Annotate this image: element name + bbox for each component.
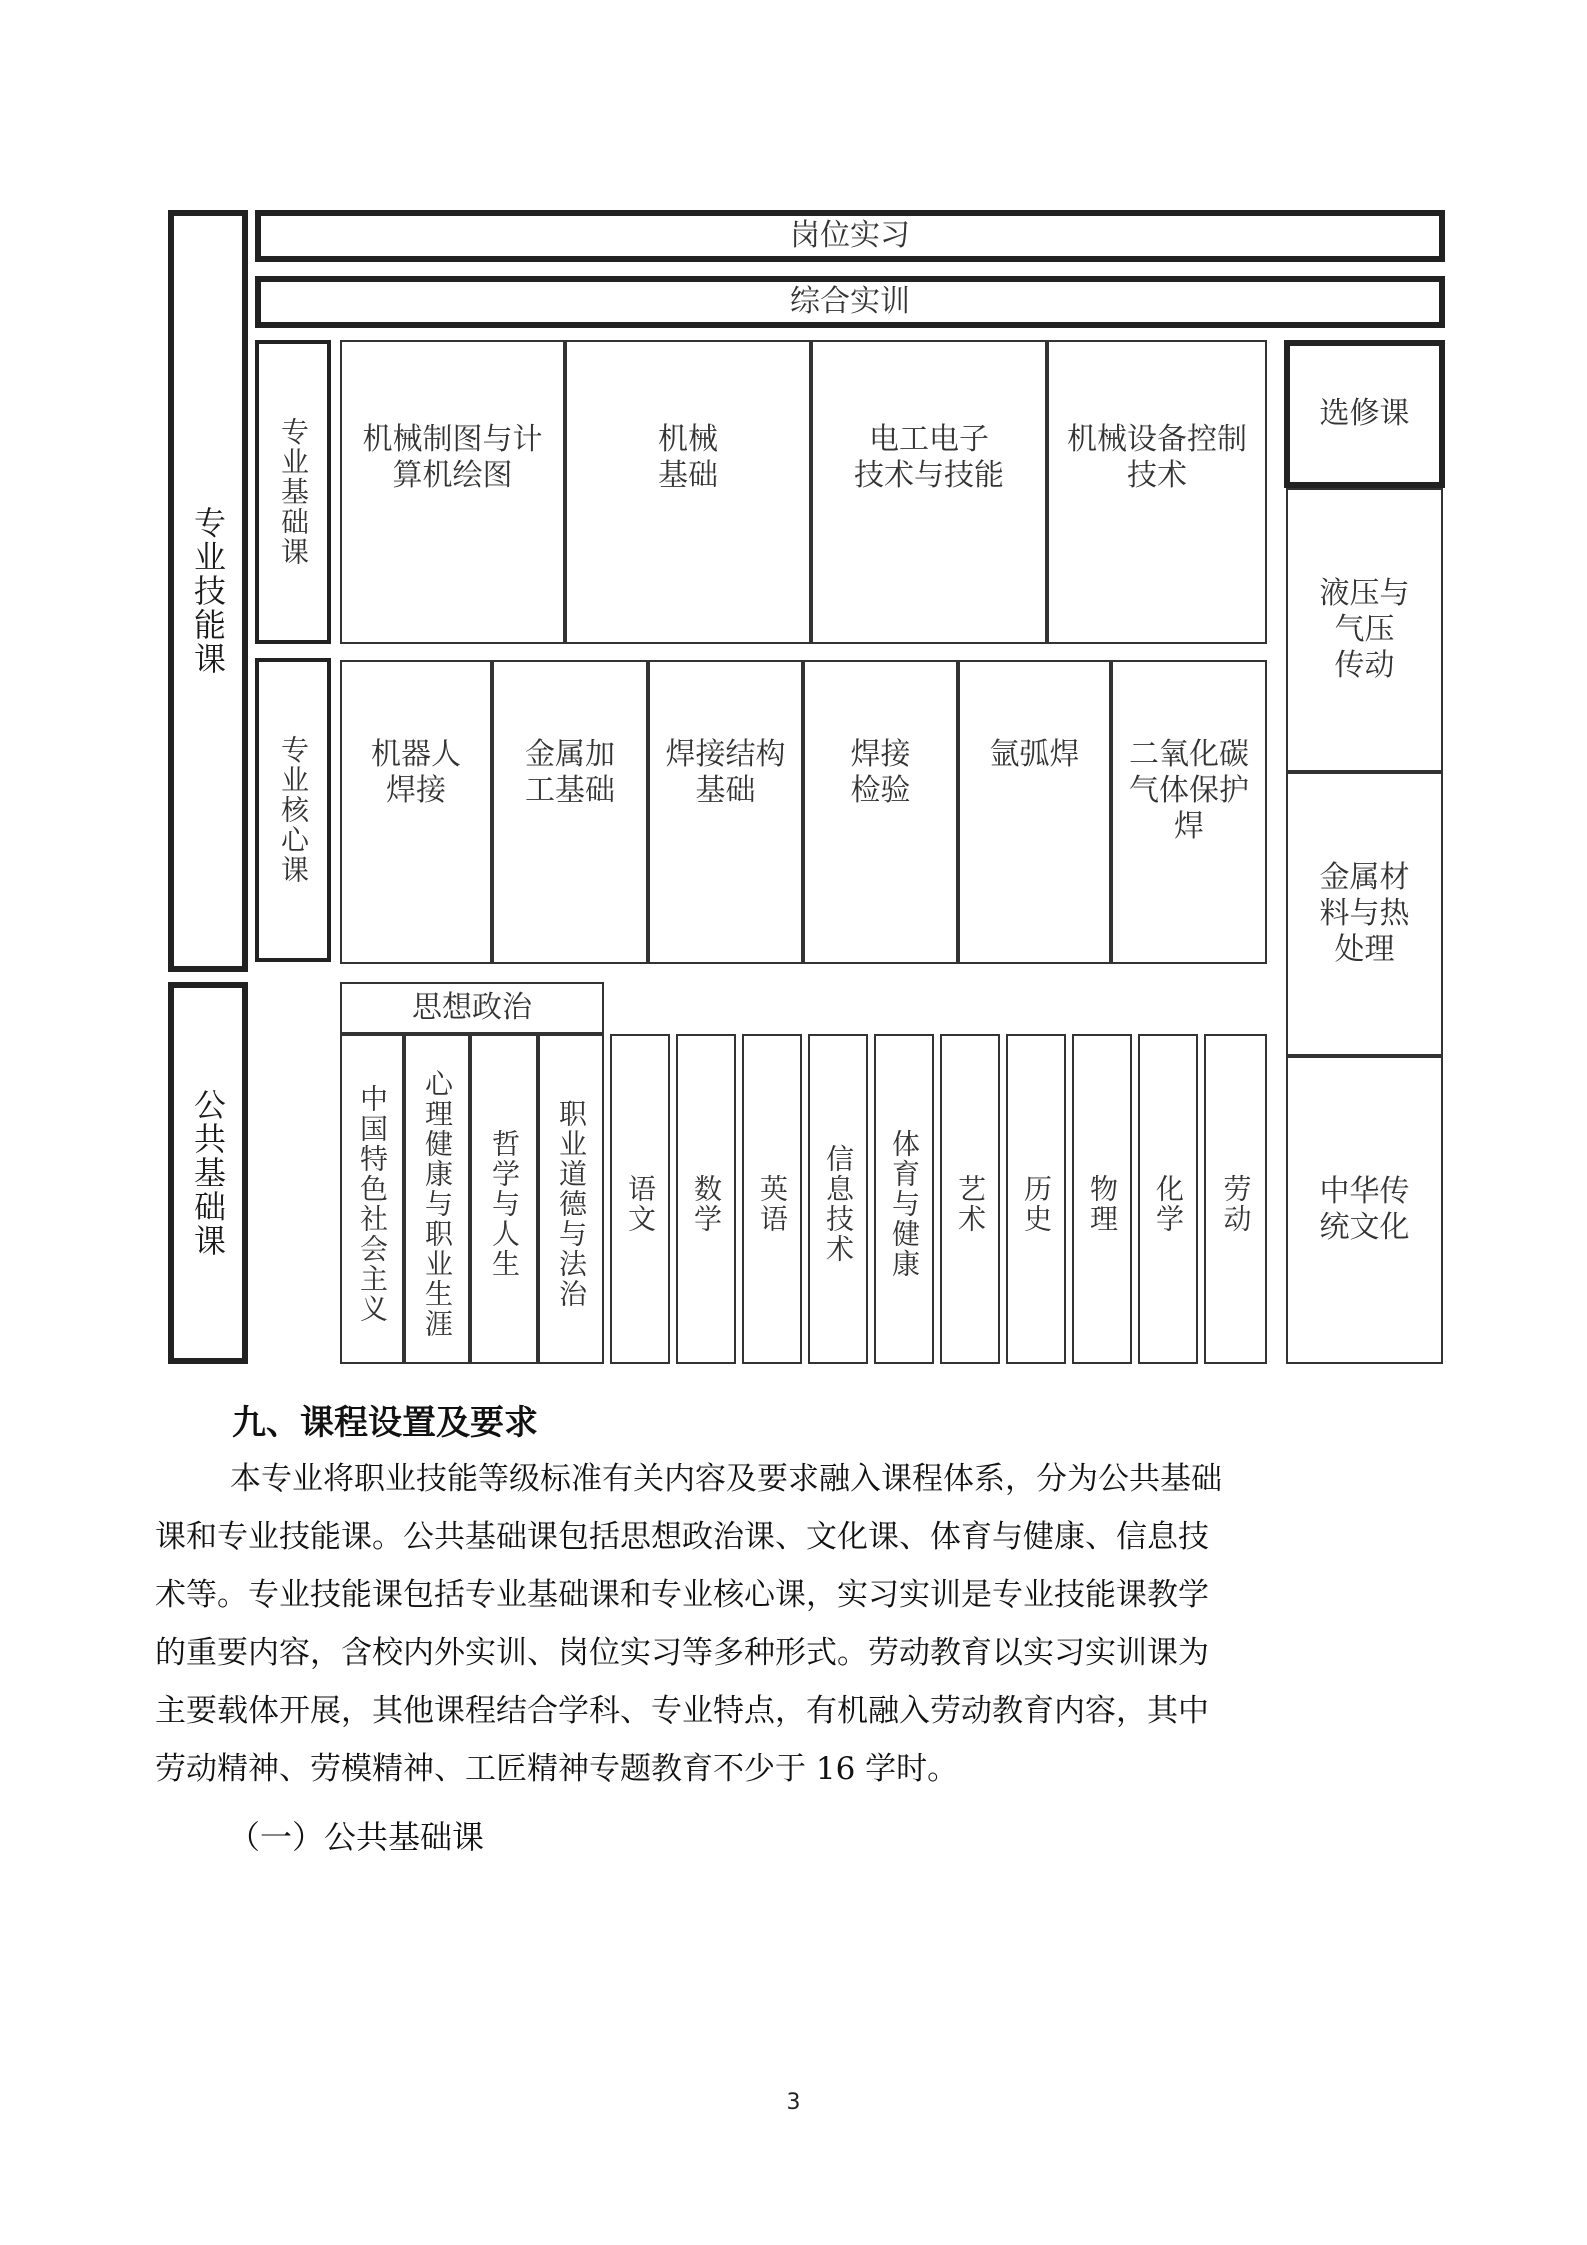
public-course-name: 英语: [756, 1174, 789, 1234]
public-course-cell: [610, 1034, 670, 1364]
internship-label: 岗位实习: [790, 218, 910, 253]
public-course-cell: [1072, 1034, 1132, 1364]
paragraph-line: 本专业将职业技能等级标准有关内容及要求融入课程体系，分为公共基础: [230, 1461, 1222, 1497]
basic-course-cell: [340, 340, 565, 644]
core-course-cell: [648, 660, 803, 964]
basic-course-name: 电工电子 技术与技能: [854, 422, 1004, 493]
public-course-cell: [1204, 1034, 1267, 1364]
subsection-heading: （一）公共基础课: [228, 1818, 485, 1856]
public-course-cell: [742, 1034, 802, 1364]
public-course-name: 中国特色社会主义: [356, 1084, 389, 1324]
public-course-name: 信息技术: [822, 1144, 855, 1264]
public-course-name: 语文: [624, 1174, 657, 1234]
public-course-cell: [404, 1034, 470, 1364]
paragraph-line: 劳动精神、劳模精神、工匠精神专题教育不少于 16 学时。: [155, 1751, 959, 1787]
core-course-cell: [1111, 660, 1267, 964]
public-course-name: 体育与健康: [888, 1129, 921, 1279]
paragraph-line: 术等。专业技能课包括专业基础课和专业核心课，实习实训是专业技能课教学: [155, 1577, 1209, 1613]
public-course-cell: [940, 1034, 1000, 1364]
public-course-name: 心理健康与职业生涯: [421, 1069, 454, 1339]
paragraph-line: 课和专业技能课。公共基础课包括思想政治课、文化课、体育与健康、信息技: [155, 1519, 1209, 1555]
basic-course-label-box: [255, 340, 331, 644]
public-course-name: 职业道德与法治: [555, 1099, 588, 1309]
public-course-cell: [808, 1034, 868, 1364]
basic-course-label: 专业基础课: [277, 417, 310, 567]
public-course-cell: [1006, 1034, 1066, 1364]
core-course-name: 氩弧焊: [989, 737, 1080, 772]
elective-label: 选修课: [1319, 396, 1410, 431]
politics-label: 思想政治: [412, 990, 532, 1025]
core-course-label: 专业核心课: [277, 735, 310, 885]
paragraph-line: 的重要内容，含校内外实训、岗位实习等多种形式。劳动教育以实习实训课为: [155, 1635, 1209, 1671]
comprehensive-training-label: 综合实训: [790, 284, 910, 319]
core-course-cell: [958, 660, 1111, 964]
elective-course-cell: [1286, 1056, 1443, 1364]
section-heading: 九、课程设置及要求: [232, 1403, 538, 1443]
public-course-cell: [340, 1034, 404, 1364]
elective-course-cell: [1286, 772, 1443, 1056]
core-course-name: 机器人 焊接: [371, 737, 461, 808]
core-course-cell: [803, 660, 958, 964]
core-course-cell: [340, 660, 492, 964]
public-course-name: 哲学与人生: [488, 1129, 521, 1279]
page-number: 3: [786, 2090, 801, 2115]
core-course-name: 焊接 检验: [850, 737, 911, 808]
public-course-cell: [470, 1034, 538, 1364]
public-course-name: 艺术: [954, 1174, 987, 1234]
basic-course-name: 机械制图与计 算机绘图: [362, 422, 543, 493]
elective-course-name: 液压与 气压 传动: [1319, 576, 1410, 683]
elective-label-box: [1284, 340, 1445, 488]
internship-bar: [255, 210, 1445, 262]
elective-course-name: 中华传 统文化: [1319, 1174, 1410, 1245]
core-course-label-box: [255, 658, 331, 962]
politics-header: [340, 982, 604, 1034]
core-course-name: 二氧化碳 气体保护 焊: [1129, 737, 1249, 844]
public-course-name: 劳动: [1219, 1174, 1253, 1234]
public-course-name: 历史: [1020, 1174, 1053, 1234]
public-course-label: 公共基础课: [189, 1088, 227, 1258]
skills-course-label-box: [168, 210, 248, 972]
basic-course-cell: [565, 340, 811, 644]
public-course-label-box: [168, 982, 248, 1364]
basic-course-cell: [811, 340, 1047, 644]
public-course-cell: [1138, 1034, 1198, 1364]
comprehensive-training-bar: [255, 276, 1445, 328]
elective-course-cell: [1286, 488, 1443, 772]
core-course-name: 焊接结构 基础: [665, 737, 786, 808]
public-course-name: 化学: [1152, 1174, 1185, 1234]
public-course-cell: [538, 1034, 604, 1364]
basic-course-cell: [1047, 340, 1267, 644]
public-course-cell: [676, 1034, 736, 1364]
public-course-name: 物理: [1086, 1174, 1119, 1234]
basic-course-name: 机械设备控制 技术: [1067, 422, 1247, 493]
basic-course-name: 机械 基础: [658, 422, 718, 493]
course-setting-paragraph: [155, 1450, 1438, 1798]
public-course-cell: [874, 1034, 934, 1364]
core-course-name: 金属加 工基础: [525, 737, 615, 808]
core-course-cell: [492, 660, 648, 964]
paragraph-line: 主要载体开展，其他课程结合学科、专业特点，有机融入劳动教育内容，其中: [155, 1693, 1209, 1729]
skills-course-label: 专业技能课: [189, 506, 227, 676]
public-course-name: 数学: [690, 1174, 723, 1234]
elective-course-name: 金属材 料与热 处理: [1319, 860, 1410, 967]
